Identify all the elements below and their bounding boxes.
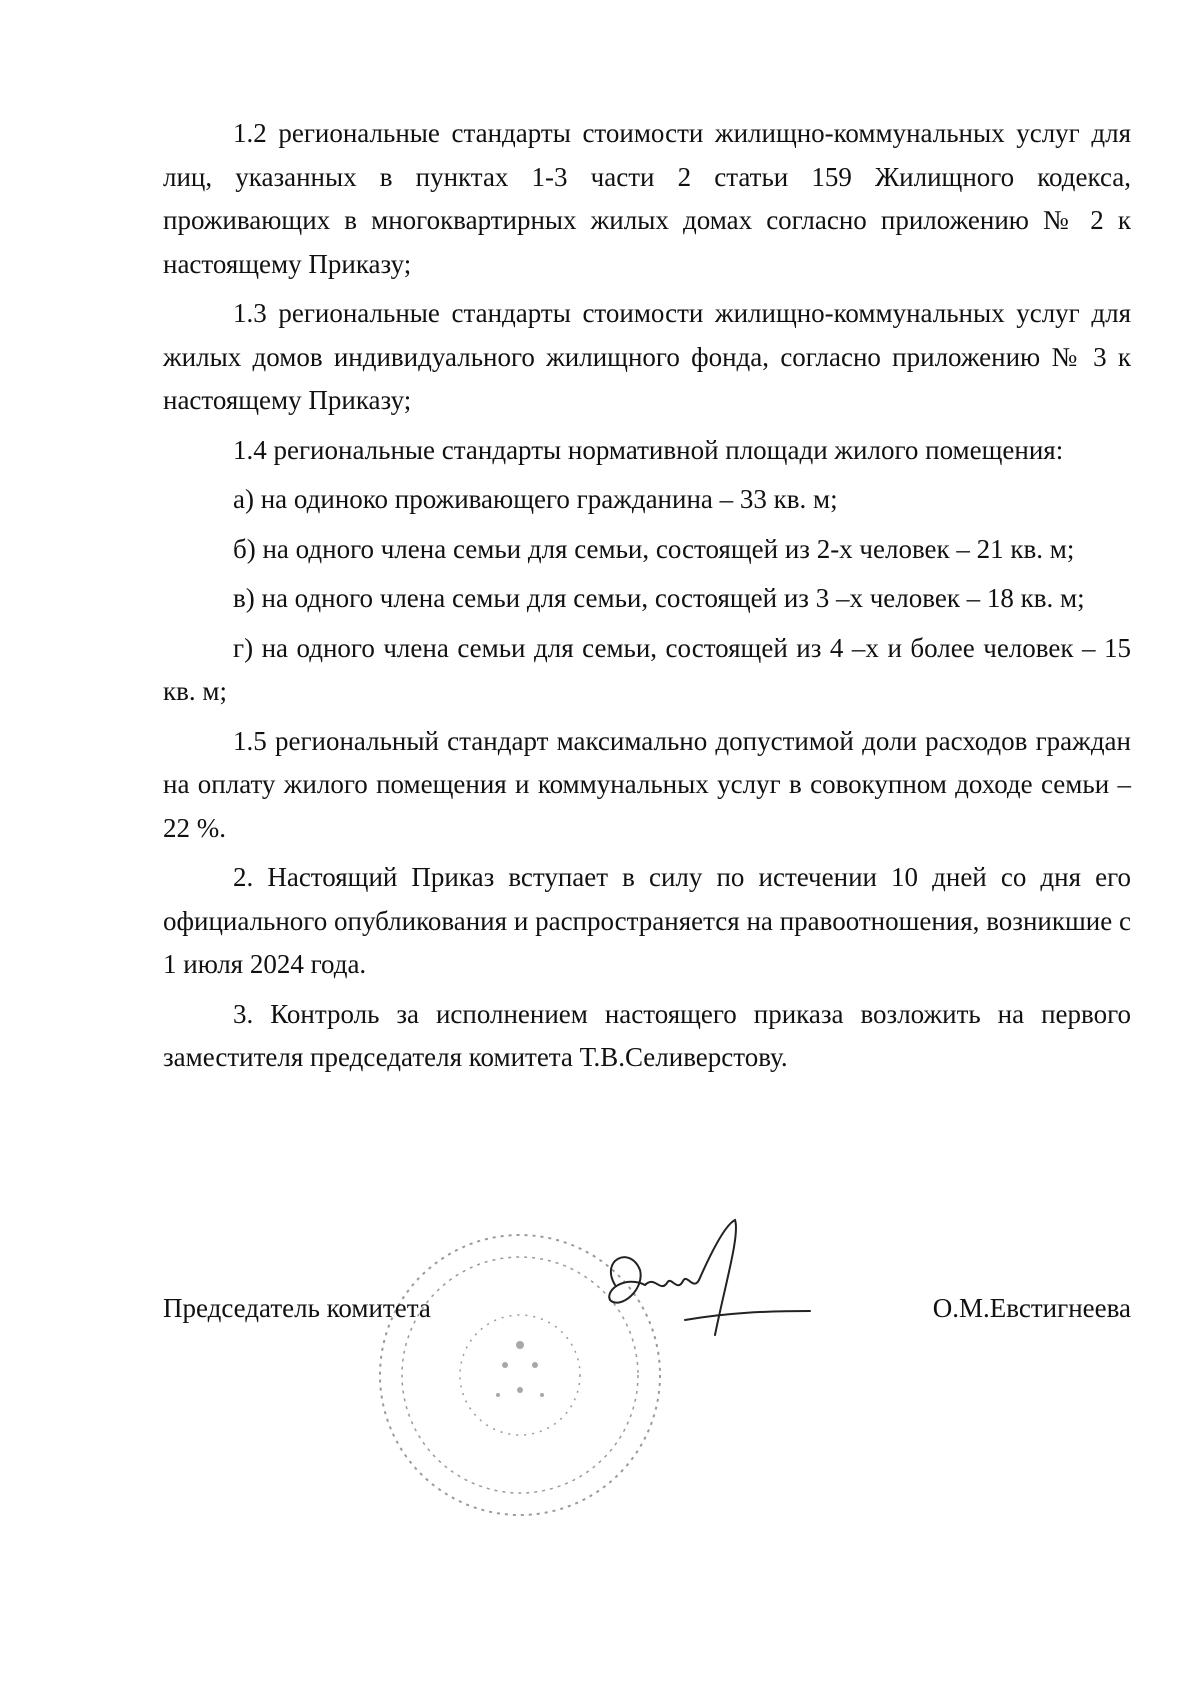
paragraph-1-2: 1.2 региональные стандарты стоимости жилищно-коммунальных услуг для лиц, указанных в пунктах 1-3 части 2 статьи 159 Жилищного кодекса, проживающих в многоквартирных жилых домах согласно приложению № 2 к настоящему Приказу; — [163, 118, 1131, 279]
paragraph-3: 3. Контроль за исполнением настоящего приказа возложить на первого заместителя председателя комитета Т.В.Селиверстову. — [163, 998, 1131, 1072]
order-body — [163, 112, 1131, 1086]
subparagraph-v: в) на одного члена семьи для семьи, состоящей из 3 –х человек – 18 кв. м; — [233, 583, 1085, 613]
subparagraph-b: б) на одного члена семьи для семьи, состоящей из 2-х человек – 21 кв. м; — [233, 533, 1075, 564]
paragraph-1-4: 1.4 региональные стандарты нормативной площади жилого помещения: — [233, 434, 1064, 465]
signer-name: О.М.Евстигнеева — [932, 1293, 1131, 1323]
paragraph-2: 2. Настоящий Приказ вступает в силу по истечении 10 дней со дня его официального опубликования и распространяется на правоотношения, возникшие с 1 июля 2024 года. — [163, 862, 1131, 979]
signer-position: Председатель комитета — [163, 1293, 431, 1323]
paragraph-1-5: 1.5 региональный стандарт максимально допустимой доли расходов граждан на оплату жилого помещения и коммунальных услуг в совокупном доходе семьи – 22 %. — [163, 725, 1131, 843]
subparagraph-g: г) на одного члена семьи для семьи, состоящей из 4 –х и более человек – 15 кв. м; — [163, 632, 1131, 706]
subparagraph-a: а) на одиноко проживающего гражданина – 33 кв. м; — [233, 484, 838, 514]
paragraph-1-3: 1.3 региональные стандарты стоимости жилищно-коммунальных услуг для жилых домов индивидуального жилищного фонда, согласно приложению № 3 к настоящему Приказу; — [163, 298, 1131, 415]
handwritten-signature — [585, 1215, 815, 1355]
